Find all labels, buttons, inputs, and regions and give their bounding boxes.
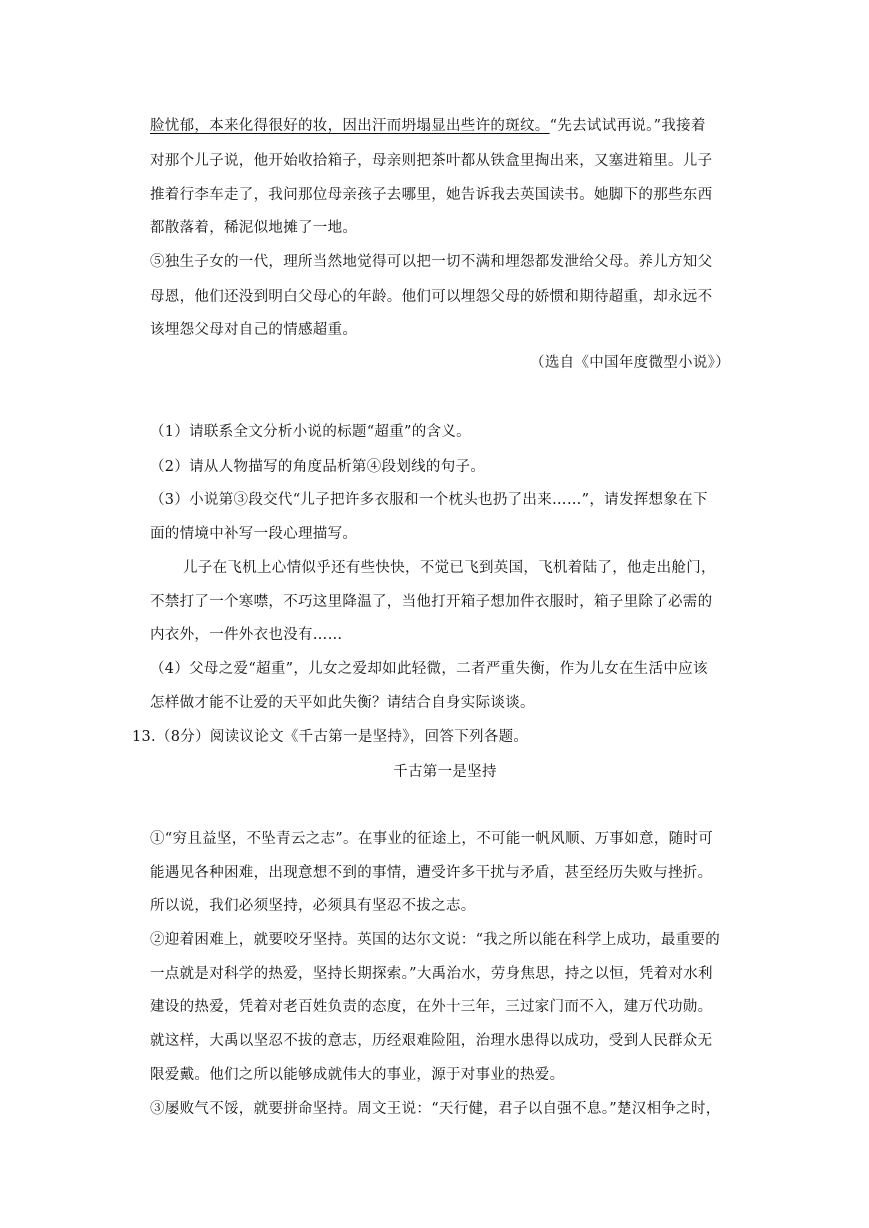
underlined-sentence: 脸忧郁，本来化得很好的妆，因出汗而坍塌显出些许的斑纹。 [150, 118, 550, 134]
essay-title: 千古第一是坚持 [393, 764, 497, 780]
scene-line-3: 内衣外，一件外衣也没有…… [150, 627, 343, 643]
scene-line-1: 儿子在飞机上心情似乎还有些快快，不觉已飞到英国，飞机着陆了，他走出舱门， [183, 560, 716, 576]
story-p5-line-2: 母恩，他们还没到明白父母心的年龄。他们可以埋怨父母的娇惯和期待超重，却永远不 [150, 289, 713, 305]
essay-p2-line-5: 限爱戴。他们之所以能够成就伟大的事业，源于对事业的热爱。 [150, 1067, 565, 1083]
story-p4-line-1 [150, 116, 740, 136]
essay-p2-line-2: 一点就是对科学的热爱，坚持长期探索。”大禹治水，劳身焦思，持之以恒，凭着对水利 [150, 966, 713, 982]
story-p5-line-1: ⑤独生子女的一代，理所当然地觉得可以把一切不满和埋怨都发泄给父母。养儿方知父 [150, 254, 713, 270]
question-12-4-line-2: 怎样做才能不让爱的天平如此失衡？请结合自身实际谈谈。 [150, 695, 535, 711]
story-p4-continuation: “先去试试再说。”我接着 [549, 118, 706, 134]
essay-p1-line-1: ①“穷且益坚，不坠青云之志”。在事业的征途上，不可能一帆风顺、万事如意，随时可 [150, 831, 714, 847]
essay-p1-line-3: 所以说，我们必须坚持，必须具有坚忍不拔之志。 [150, 898, 476, 914]
story-p4-line-4: 都散落着，稀泥似地摊了一地。 [150, 220, 358, 236]
essay-p1-line-2: 能遇见各种困难，出现意想不到的事情，遭受许多干扰与矛盾，甚至经历失败与挫折。 [150, 865, 713, 881]
question-12-3-line-2: 面的情境中补写一段心理描写。 [150, 526, 358, 542]
story-p5-line-3: 该埋怨父母对自己的情感超重。 [150, 322, 358, 338]
question-12-2: （2）请从人物描写的角度品析第④段划线的句子。 [150, 459, 486, 475]
essay-p2-line-1: ②迎着困难上，就要咬牙坚持。英国的达尔文说：“我之所以能在科学上成功，最重要的 [150, 932, 721, 948]
story-p4-line-2: 对那个儿子说，他开始收拾箱子，母亲则把茶叶都从铁盒里掏出来，又塞进箱里。儿子 [150, 153, 713, 169]
story-p4-line-3: 推着行李车走了，我问那位母亲孩子去哪里，她告诉我去英国读书。她脚下的那些东西 [150, 187, 713, 203]
scene-line-2: 不禁打了一个寒噤，不巧这里降温了，当他打开箱子想加件衣服时，箱子里除了必需的 [150, 594, 713, 610]
essay-p2-line-4: 就这样，大禹以坚忍不拔的意志，历经艰难险阻，治理水患得以成功，受到人民群众无 [150, 1033, 713, 1049]
story-source: （选自《中国年度微型小说》） [530, 355, 730, 371]
question-12-4-line-1: （4）父母之爱“超重”，儿女之爱却如此轻微，二者严重失衡，作为儿女在生活中应该 [150, 661, 708, 677]
question-13-header: 13.（8分）阅读议论文《千古第一是坚持》，回答下列各题。 [132, 729, 529, 745]
essay-p2-line-3: 建设的热爱，凭着对老百姓负责的态度，在外十三年，三过家门而不入，建万代功勋。 [150, 999, 713, 1015]
question-12-3-line-1: （3）小说第③段交代“儿子把许多衣服和一个枕头也扔了出来……”，请发挥想象在下 [150, 492, 708, 508]
essay-p3-line-1: ③屡败气不馁，就要拼命坚持。周文王说：“天行健，君子以自强不息。”楚汉相争之时， [150, 1101, 721, 1117]
question-12-1: （1）请联系全文分析小说的标题“超重”的含义。 [150, 424, 471, 440]
